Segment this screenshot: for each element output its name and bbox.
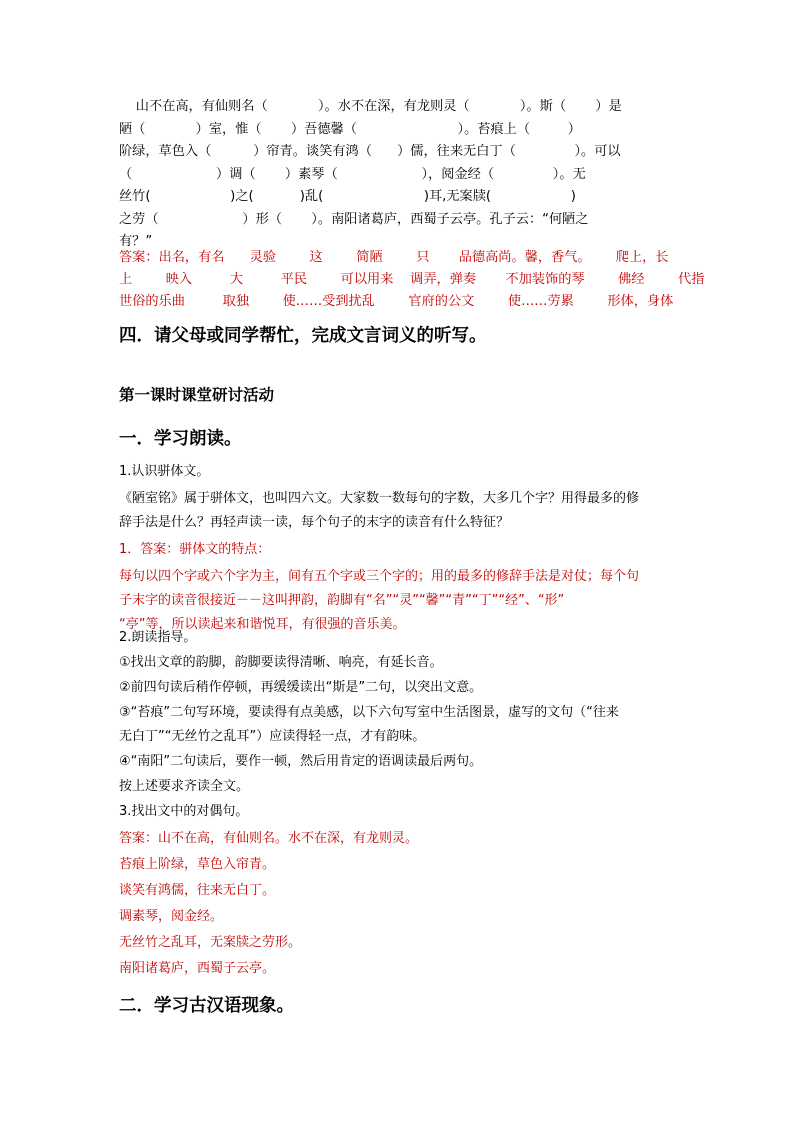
- couplet-line: 答案：山不在高，有仙则名。水不在深，有龙则灵。: [119, 831, 419, 846]
- cloze-line: 阶绿，草色入（ ）帘青。谈笑有鸿（ ）儒，往来无白丁（ ）。可以: [119, 144, 621, 159]
- item2: [119, 626, 679, 824]
- item1-answer-line: “亭”等，所以读起来和谐悦耳，有很强的音乐美。: [119, 617, 406, 632]
- item1-text-line: 《陋室铭》属于骈体文，也叫四六文。大家数一数每句的字数，大多几个字？用得最多的修: [119, 491, 640, 506]
- lesson-title: 第一课时课堂研讨活动: [119, 385, 275, 404]
- item3-title: 3.找出文中的对偶句。: [119, 804, 249, 819]
- cloze-line: 山不在高，有仙则名（ ）。水不在深，有龙则灵（ ）。斯（ ）是: [119, 99, 622, 114]
- couplet-line: 谈笑有鸿儒，往来无白丁。: [119, 883, 276, 898]
- section1-heading: 一．学习朗读。: [119, 429, 242, 449]
- item1-answer-line: 子末字的读音很接近－－这叫押韵，韵脚有“名”“灵”“馨”“青”“丁”“经”、“形”: [119, 593, 565, 608]
- item2-tail: 按上述要求齐读全文。: [119, 779, 250, 794]
- item1-answer-label: 1．答案：骈体文的特点：: [119, 542, 271, 557]
- section4-heading: 四．请父母或同学帮忙，完成文言词义的听写。: [119, 326, 487, 346]
- couplet-line: 南阳诸葛庐，西蜀子云亭。: [119, 961, 276, 976]
- item1: [119, 460, 679, 637]
- item1-text-line: 辞手法是什么？再轻声读一读，每个句子的末字的读音有什么特征？: [119, 515, 510, 530]
- cloze-line: 陋（ ）室，惟（ ）吾德馨（ ）。苔痕上（ ）: [119, 121, 581, 137]
- cloze-line: 之劳（ ）形（ ）。南阳诸葛庐，西蜀子云亭。孔子云：“何陋之: [119, 211, 589, 227]
- cloze-exercise: [119, 96, 679, 254]
- item2-point: ④“南阳”二句读后，要作一顿，然后用肯定的语调读最后两句。: [119, 754, 483, 769]
- item2-point: ①找出文章的韵脚，韵脚要读得清晰、响亮，有延长音。: [119, 655, 443, 670]
- item2-point: ②前四句读后稍作停顿，再缓缓读出“斯是”二句，以突出文意。: [119, 680, 483, 695]
- item3-answers: [119, 826, 679, 982]
- item2-title: 2.朗读指导。: [119, 630, 197, 645]
- couplet-line: 无丝竹之乱耳，无案牍之劳形。: [119, 935, 302, 950]
- cloze-line: 丝竹( )之( )乱( )耳,无案牍( ): [119, 189, 576, 204]
- answer-line: 上 映入 大 平民 可以用来 调弄，弹奏 不加装饰的琴 佛经 代指: [119, 272, 705, 287]
- couplet-line: 苔痕上阶绿，草色入帘青。: [119, 857, 276, 872]
- section2-heading: 二．学习古汉语现象。: [119, 996, 294, 1016]
- cloze-answer: [119, 247, 705, 313]
- cloze-line: 有？”: [119, 234, 153, 249]
- answer-line: 答案：出名，有名 灵验 这 简陋 只 品德高尚。馨，香气。 爬上，长: [119, 250, 669, 265]
- couplet-line: 调素琴，阅金经。: [119, 909, 224, 924]
- cloze-line: （ ）调（ ）素琴（ ），阅金经（ ）。无: [119, 166, 586, 182]
- item1-title: 1.认识骈体文。: [119, 464, 210, 479]
- item1-answer-line: 每句以四个字或六个字为主，间有五个字或三个字的；用的最多的修辞手法是对仗；每个句: [119, 569, 640, 584]
- item2-point: 无白丁”“无丝竹之乱耳”）应读得轻一点，才有韵味。: [119, 729, 426, 744]
- answer-line: 世俗的乐曲 取独 使……受到扰乱 官府的公文 使……劳累 形体，身体: [119, 294, 674, 309]
- item2-point: ③“苔痕”二句写环境，要读得有点美感，以下六句写室中生活图景，虚写的文句（“往来: [119, 705, 619, 720]
